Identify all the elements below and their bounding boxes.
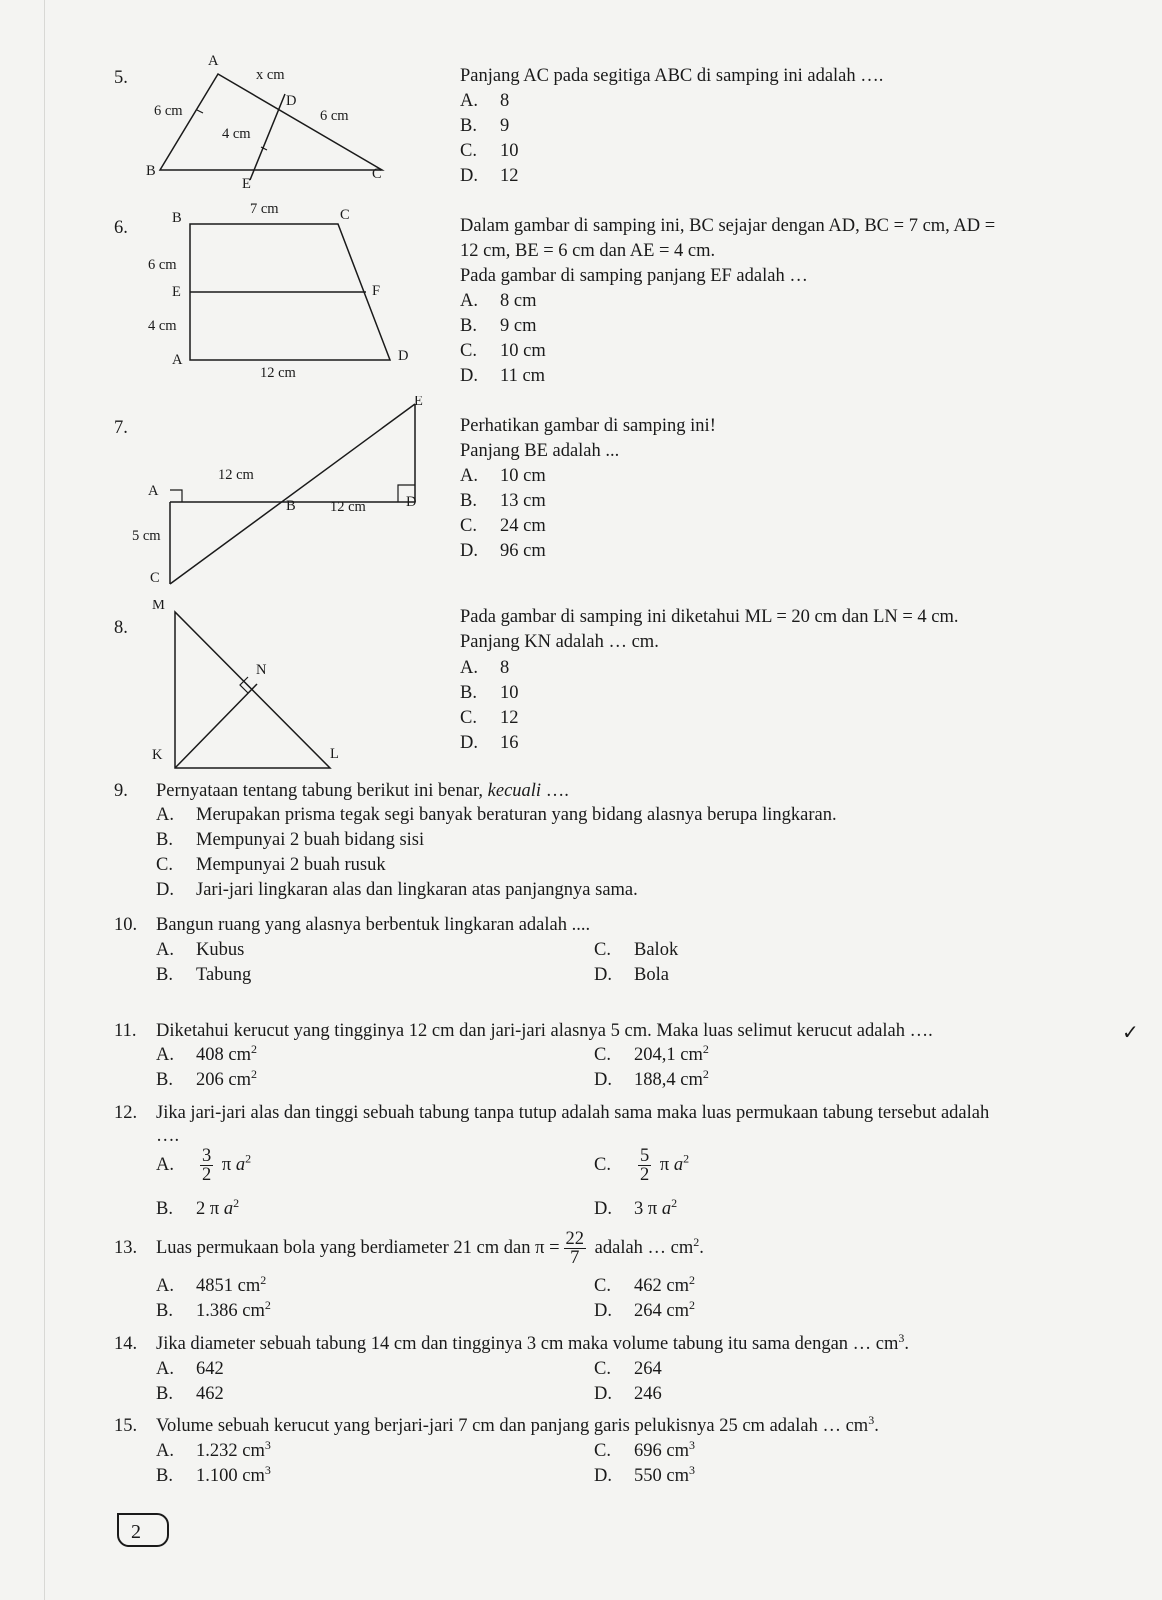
q6-label-e: E [172,284,181,300]
q6-option-a[interactable]: A. 8 cm [460,291,537,311]
q12-question: Jika jari-jari alas dan tinggi sebuah tabung tanpa tutup adalah sama maka luas permukaan tabung tersebut adalah [156,1103,990,1123]
q10-option-d[interactable]: D. Bola [594,965,669,985]
q15-question: Volume sebuah kerucut yang berjari-jari 7 cm dan panjang garis pelukisnya 25 cm adalah … $cm^3$. [156,1412,879,1436]
q13-option-d[interactable]: D. 264 $cm^2$ [594,1297,695,1321]
q7-label-ab: 12 cm [218,467,254,483]
q13-question: Luas permukaan bola yang berdiameter 21 cm dan π = $\frac{22}{7}$ adalah … $cm^2$. [156,1229,704,1269]
q13-pi-fraction: $\frac{22}{7}$ [565,1229,585,1269]
q10-option-a[interactable]: A. Kubus [156,940,245,960]
q5-option-a[interactable]: A. 8 [460,91,510,111]
q5-triangle-abc [160,74,382,170]
q12-option-c[interactable]: C. $\frac{5}{2}$ π $a^2$ [594,1146,690,1185]
q12-option-c-fraction: $\frac{5}{2}$ [640,1146,650,1185]
q12-question-end: …. [156,1126,180,1146]
q5-figure [140,52,400,192]
q8-number: 8. [114,618,128,638]
q14-question: Jika diameter sebuah tabung 14 cm dan tingginya 3 cm maka volume tabung itu sama dengan … $cm^3$. [156,1330,910,1354]
q5-option-b[interactable]: B. 9 [460,116,510,136]
q7-label-b: B [286,498,296,514]
q9-option-c[interactable]: C. Mempunyai 2 buah rusuk [156,855,386,875]
q8-line2: Panjang KN adalah … cm. [460,632,659,652]
q8-line1: Pada gambar di samping ini diketahui ML = 20 cm dan LN = 4 cm. [460,607,959,627]
q7-label-a: A [148,483,159,499]
q5-label-e: E [242,176,251,192]
q5-label-de: 4 cm [222,126,251,142]
q6-label-b: B [172,210,182,226]
q5-segment-de [250,94,285,180]
q6-option-d[interactable]: D. 11 cm [460,366,546,386]
q15-option-d[interactable]: D. 550 $cm^3$ [594,1462,695,1486]
q7-line2: Panjang BE adalah ... [460,441,620,461]
q11-question: Diketahui kerucut yang tingginya 12 cm dan jari-jari alasnya 5 cm. Maka luas selimut kerucut adalah …. [156,1021,933,1041]
q9-option-d[interactable]: D. Jari-jari lingkaran alas dan lingkaran atas panjangnya sama. [156,880,638,900]
q11-number: 11. [114,1021,137,1041]
q8-label-k: K [152,747,163,763]
q7-right-angle-a [170,490,182,502]
q12-option-d[interactable]: D. 3 π $a^2$ [594,1195,678,1219]
q6-label-ea: 4 cm [148,318,177,334]
q8-label-m: M [152,600,165,613]
q13-option-b[interactable]: B. 1.386 $cm^2$ [156,1297,271,1321]
q9-option-b[interactable]: B. Mempunyai 2 buah bidang sisi [156,830,425,850]
q12-option-a-fraction: $\frac{3}{2}$ [202,1146,212,1185]
q8-label-n: N [256,662,267,678]
q7-option-c[interactable]: C. 24 cm [460,516,546,536]
q8-segment-kn [175,684,257,768]
q7-line1: Perhatikan gambar di samping ini! [460,416,716,436]
q14-option-c[interactable]: C. 264 [594,1359,662,1379]
q6-label-be: 6 cm [148,257,177,273]
q10-option-b[interactable]: B. Tabung [156,965,252,985]
q6-label-c: C [340,207,350,223]
q6-figure [140,200,420,380]
q6-label-ad: 12 cm [260,365,296,380]
q8-figure [140,600,360,780]
q10-question: Bangun ruang yang alasnya berbentuk lingkaran adalah .... [156,915,591,935]
q7-number: 7. [114,418,128,438]
q15-number: 15. [114,1416,138,1436]
q13-number: 13. [114,1238,138,1258]
q6-label-a: A [172,352,183,368]
check-mark: ✓ [1122,1022,1139,1044]
q6-line3: Pada gambar di samping panjang EF adalah … [460,266,808,286]
q14-option-a[interactable]: A. 642 [156,1359,224,1379]
q5-label-b: B [146,163,156,179]
q14-option-d[interactable]: D. 246 [594,1384,662,1404]
q6-number: 6. [114,218,128,238]
q7-option-d[interactable]: D. 96 cm [460,541,546,561]
q10-option-c[interactable]: C. Balok [594,940,679,960]
q11-option-b[interactable]: B. 206 $cm^2$ [156,1066,257,1090]
q8-label-l: L [330,746,339,762]
q14-number: 14. [114,1334,138,1354]
q5-option-d[interactable]: D. 12 [460,166,519,186]
q11-option-d[interactable]: D. 188,4 $cm^2$ [594,1066,709,1090]
q12-option-a[interactable]: A. $\frac{3}{2}$ π $a^2$ [156,1146,252,1185]
q6-line1: Dalam gambar di samping ini, BC sejajar dengan AD, BC = 7 cm, AD = [460,216,996,236]
q14-option-b[interactable]: B. 462 [156,1384,224,1404]
q5-label-c: C [372,166,382,182]
q5-number: 5. [114,68,128,88]
q7-option-b[interactable]: B. 13 cm [460,491,546,511]
q5-option-c[interactable]: C. 10 [460,141,519,161]
q9-option-a[interactable]: A. Merupakan prisma tegak segi banyak beraturan yang bidang alasnya berupa lingkaran. [156,805,837,825]
q5-label-a: A [208,53,219,69]
q8-option-a[interactable]: A. 8 [460,658,510,678]
q13-option-a[interactable]: A. 4851 $cm^2$ [156,1272,267,1296]
q5-question: Panjang AC pada segitiga ABC di samping ini adalah …. [460,66,884,86]
q7-figure [130,396,440,596]
q15-option-a[interactable]: A. 1.232 $cm^3$ [156,1437,271,1461]
q10-number: 10. [114,915,138,935]
q9-question: Pernyataan tentang tabung berikut ini benar, kecuali …. [156,781,569,801]
q7-option-a[interactable]: A. 10 cm [460,466,546,486]
q8-option-b[interactable]: B. 10 [460,683,519,703]
q7-label-e: E [414,396,423,409]
q12-number: 12. [114,1103,138,1123]
q12-option-b[interactable]: B. 2 π $a^2$ [156,1195,240,1219]
q13-option-c[interactable]: C. 462 $cm^2$ [594,1272,695,1296]
q5-label-ad: x cm [256,67,285,83]
q7-label-c: C [150,570,160,586]
q6-option-b[interactable]: B. 9 cm [460,316,537,336]
q7-label-d: D [406,494,417,510]
q5-label-d: D [286,93,297,109]
q11-option-a[interactable]: A. 408 $cm^2$ [156,1041,257,1065]
page-number: 2 [117,1513,169,1547]
q5-label-ab: 6 cm [154,103,183,119]
q6-label-d: D [398,348,409,364]
q8-option-d[interactable]: D. 16 [460,733,519,753]
q6-label-bc: 7 cm [250,201,279,217]
q6-option-c[interactable]: C. 10 cm [460,341,546,361]
q6-label-f: F [372,283,381,299]
q9-number: 9. [114,781,128,801]
q11-option-c[interactable]: C. 204,1 $cm^2$ [594,1041,709,1065]
q7-label-ac: 5 cm [132,528,161,544]
q6-line2: 12 cm, BE = 6 cm dan AE = 4 cm. [460,241,716,261]
q8-option-c[interactable]: C. 12 [460,708,519,728]
q15-option-c[interactable]: C. 696 $cm^3$ [594,1437,695,1461]
q15-option-b[interactable]: B. 1.100 $cm^3$ [156,1462,271,1486]
page-edge [44,0,45,1600]
q7-line-ce [170,404,415,584]
q5-label-dc: 6 cm [320,108,349,124]
q7-label-bd: 12 cm [330,499,366,515]
